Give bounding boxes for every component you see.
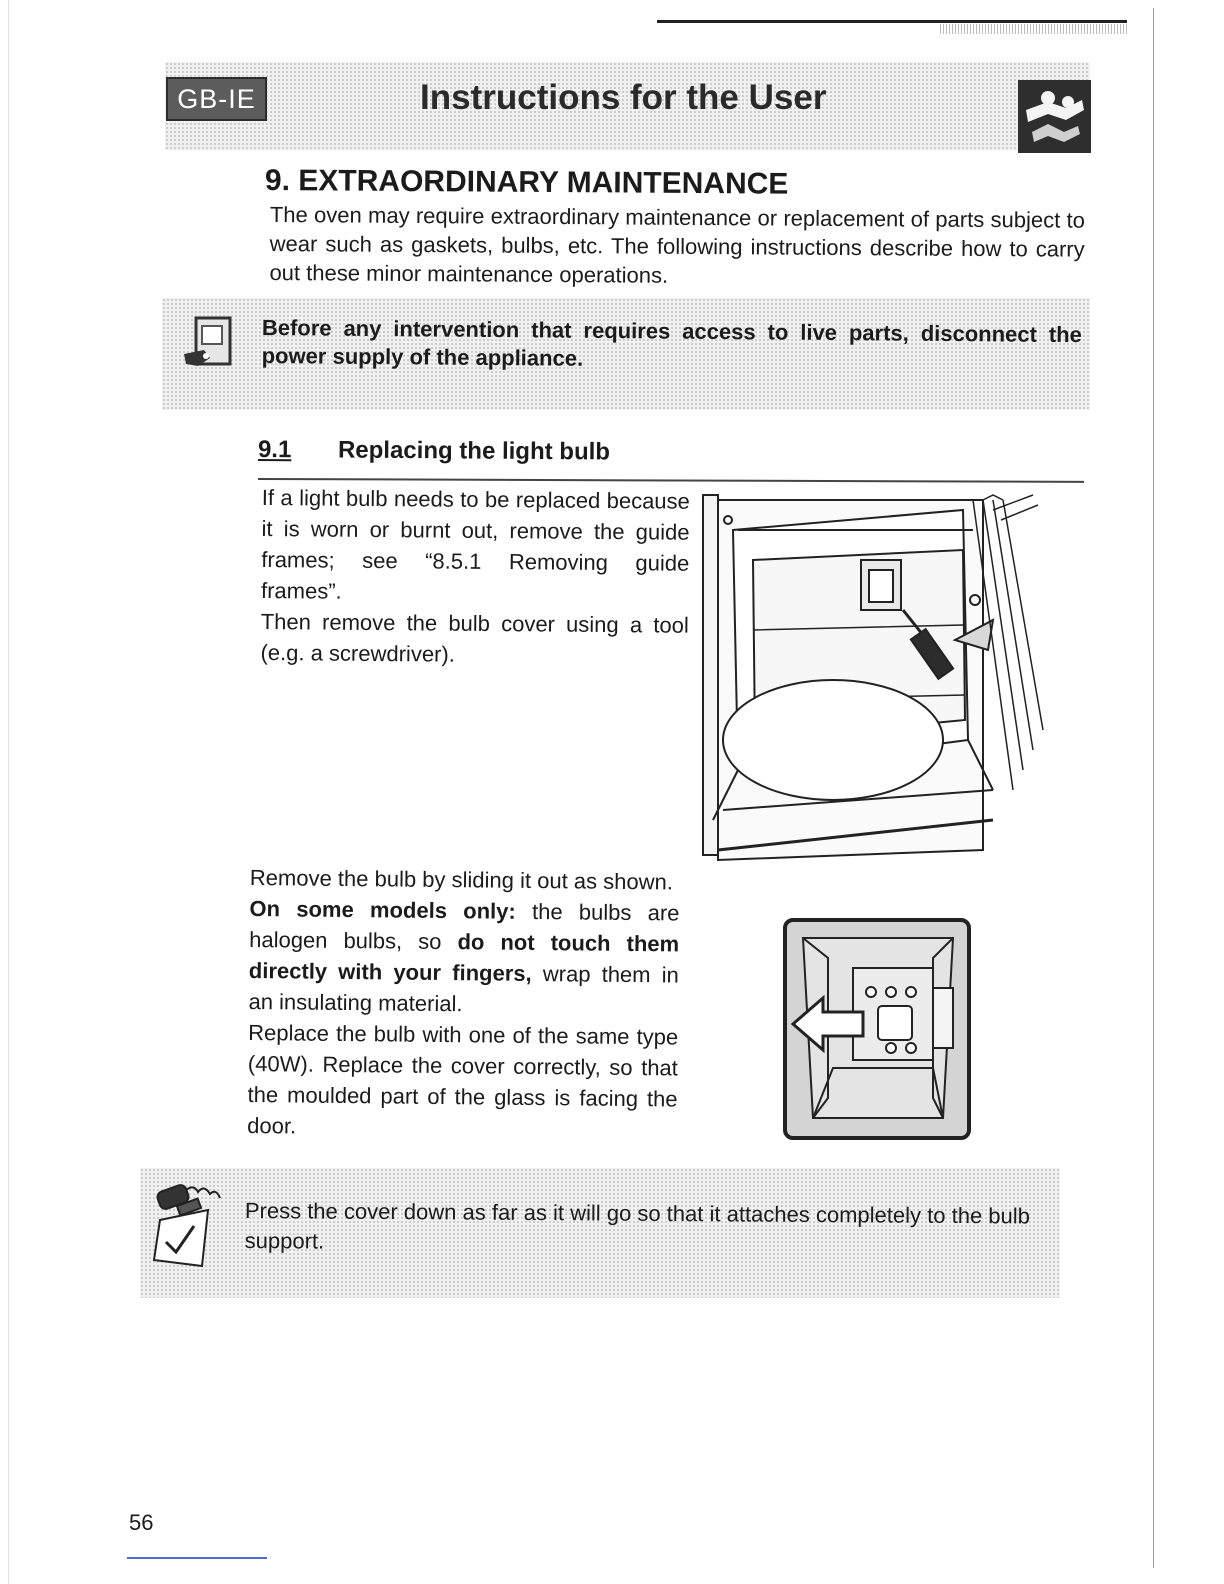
footer-rule <box>127 1557 267 1559</box>
subsection-title: Replacing the light bulb <box>337 436 611 466</box>
paragraph: Remove the bulb by sliding it out as shown. <box>249 864 674 895</box>
section-title: 9. EXTRAORDINARY MAINTENANCE <box>264 164 789 201</box>
bulb-removal-instructions <box>260 482 690 672</box>
electric-hazard-icon <box>180 314 236 376</box>
section-intro: The oven may require extraordinary maintenance or replacement of parts subject to wear such as gaskets, bulbs, etc. The following instructions describe how to carry out these minor maintenance operations. <box>269 201 1085 288</box>
subsection-heading <box>258 436 610 466</box>
paragraph: Replace the bulb with one of the same type (40W). Replace the cover correctly, so that the moulded part of the glass is facing the door. <box>247 1019 679 1139</box>
oven-interior-illustration <box>693 490 1073 870</box>
note-text: Press the cover down as far as it will go so that it attaches completely to the bulb support. <box>244 1198 1031 1254</box>
bold-text: do not touch them directly with your fingers, <box>248 929 680 986</box>
paragraph: Then remove the bulb cover using a tool (e.g. a screwdriver). <box>260 608 689 667</box>
halogen-warning <box>248 893 679 1021</box>
paragraph: If a light bulb needs to be replaced because it is worn or burnt out, remove the guide frames; see “8.5.1 Removing guide frames”. <box>260 484 690 604</box>
text: the bulbs are halogen bulbs, so <box>249 898 680 955</box>
bulb-replacement-instructions <box>247 862 680 1145</box>
region-badge: GB-IE <box>166 77 267 121</box>
subsection-number: 9.1 <box>257 436 292 464</box>
bold-text: On some models only: <box>249 895 516 924</box>
bulb-removal-illustration <box>783 918 973 1142</box>
page-number: 56 <box>129 1510 154 1535</box>
note-hand-icon <box>140 1180 240 1270</box>
page-edge-line <box>8 0 9 1584</box>
warning-text: Before any intervention that requires access to live parts, disconnect the power supply of the appliance. <box>261 314 1082 371</box>
header-title: Instructions for the User <box>420 78 827 117</box>
right-margin-line <box>1153 8 1154 1568</box>
top-rule <box>657 20 1127 23</box>
tools-icon <box>1018 80 1091 153</box>
text: wrap them in an insulating material. <box>248 960 679 1017</box>
top-rule-texture <box>940 24 1127 34</box>
